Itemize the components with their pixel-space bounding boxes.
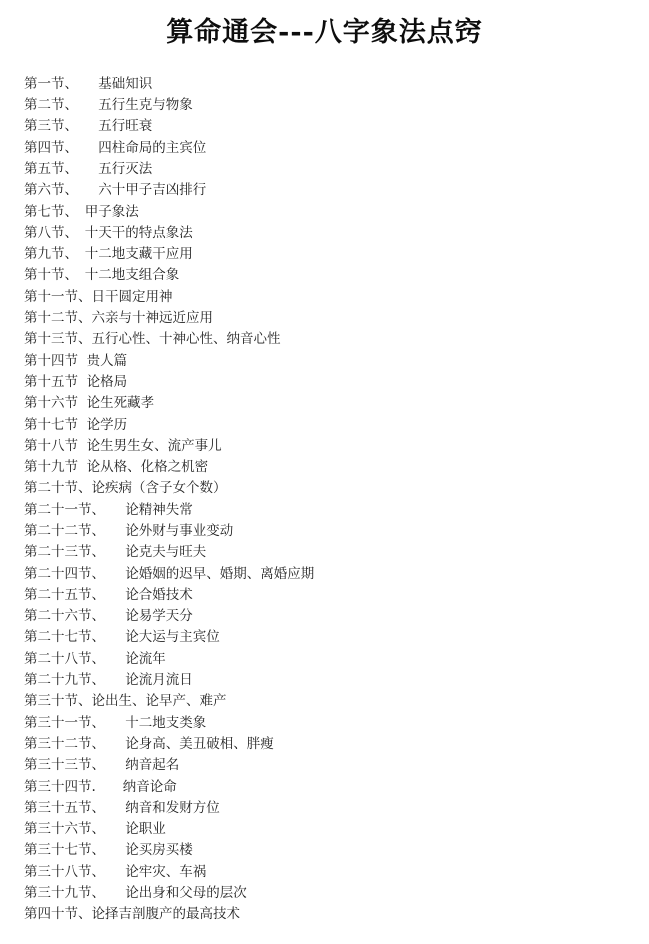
toc-entry: 第三十三节、 纳音起名 (24, 757, 180, 774)
toc-entry: 第十三节、五行心性、十神心性、纳音心性 (24, 331, 281, 348)
toc-entry: 第三十五节、 纳音和发财方位 (24, 799, 220, 816)
toc-entry: 第二十节、论疾病（含子女个数） (24, 480, 227, 497)
toc-entry: 第四十节、论择吉剖腹产的最高技术 (24, 906, 240, 923)
toc-entry: 第十八节 论生男生女、流产事儿 (24, 437, 222, 454)
toc-entry: 第九节、 十二地支藏干应用 (24, 246, 193, 263)
toc-entry: 第三十一节、 十二地支类象 (24, 714, 207, 731)
toc-entry: 第二十八节、 论流年 (24, 650, 166, 667)
toc-entry: 第二十七节、 论大运与主宾位 (24, 629, 220, 646)
toc-entry: 第十四节 贵人篇 (24, 352, 128, 369)
document-page (0, 16, 649, 944)
toc-entry: 第三节、 五行旺衰 (24, 118, 153, 135)
toc-entry: 第十一节、日干圆定用神 (24, 288, 173, 305)
toc-entry: 第七节、 甲子象法 (24, 203, 139, 220)
toc-entry: 第一节、 基础知识 (24, 75, 153, 92)
toc-entry: 第十二节、六亲与十神远近应用 (24, 310, 213, 327)
page-title: 算命通会---八字象法点窍 (166, 17, 483, 48)
toc-entry: 第三十七节、 论买房买楼 (24, 842, 193, 859)
toc-entry: 第十节、 十二地支组合象 (24, 267, 180, 284)
toc-entry: 第十五节 论格局 (24, 373, 128, 390)
toc-entry: 第二十九节、 论流月流日 (24, 672, 193, 689)
toc-entry: 第三十九节、 论出身和父母的层次 (24, 885, 247, 902)
toc-entry: 第五节、 五行灭法 (24, 160, 153, 177)
toc-entry: 第二十六节、 论易学天分 (24, 608, 193, 625)
toc-entry: 第十六节 论生死藏孝 (24, 395, 155, 412)
toc-entry: 第二十四节、 论婚姻的迟早、婚期、离婚应期 (24, 565, 315, 582)
toc-entry: 第三十二节、 论身高、美丑破相、胖瘦 (24, 735, 274, 752)
toc-entry: 第三十节、论出生、论早产、难产 (24, 693, 227, 710)
toc-entry: 第六节、 六十甲子吉凶排行 (24, 182, 207, 199)
toc-entry: 第二十一节、 论精神失常 (24, 501, 193, 518)
toc-entry: 第十七节 论学历 (24, 416, 128, 433)
toc-entry: 第四节、 四柱命局的主宾位 (24, 139, 207, 156)
toc-entry: 第二十二节、 论外财与事业变动 (24, 522, 234, 539)
toc-entry: 第二十五节、 论合婚技术 (24, 586, 193, 603)
toc-entry: 第三十八节、 论牢灾、车祸 (24, 863, 207, 880)
toc-entry: 第三十六节、 论职业 (24, 821, 166, 838)
toc-entry: 第二节、 五行生克与物象 (24, 97, 193, 114)
toc-entry: 第三十四节. 纳音论命 (24, 778, 177, 795)
toc-entry: 第十九节 论从格、化格之机密 (24, 459, 209, 476)
toc-entry: 第二十三节、 论克夫与旺夫 (24, 544, 207, 561)
toc-entry: 第八节、 十天干的特点象法 (24, 224, 193, 241)
table-of-contents (0, 74, 649, 926)
